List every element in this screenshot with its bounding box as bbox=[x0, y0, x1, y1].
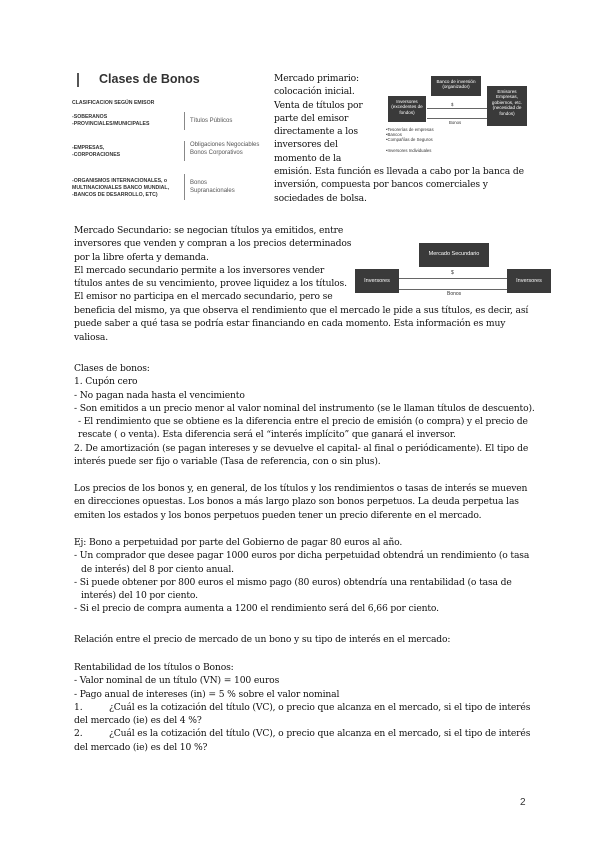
type-group-3 bbox=[190, 180, 235, 195]
investor-item: •Compañías de Seguros bbox=[386, 137, 433, 143]
title-accent-bar bbox=[77, 73, 79, 87]
item-number: 2. bbox=[74, 728, 83, 740]
clases-bonos-section bbox=[74, 362, 544, 468]
mercado-secundario-continuation bbox=[74, 304, 534, 344]
text-line: beneficia del mismo, ya que observa el rendimiento que el mercado le pide a sus títulos, es decir, así bbox=[74, 305, 529, 316]
investor-item: •Tesorerías de empresas bbox=[386, 127, 434, 132]
investor-item: •Bancos bbox=[386, 132, 402, 138]
rentabilidad-section bbox=[74, 661, 544, 754]
type-line: Bonos bbox=[190, 180, 208, 186]
text-line: El emisor no participa en el mercado secundario, pero se bbox=[74, 291, 333, 303]
divider bbox=[184, 174, 185, 200]
numbered-line bbox=[74, 727, 544, 740]
issuer-line: -BANCOS DE DESARROLLO, ETC) bbox=[72, 192, 158, 198]
divider bbox=[184, 141, 185, 161]
clases-de-bonos-image bbox=[66, 68, 266, 208]
text-line: en direcciones opuestas. Los bonos a más largo plazo son bonos perpetuos. La deuda perpetua las bbox=[74, 496, 519, 508]
investor-list bbox=[386, 127, 434, 153]
text-line: Mercado primario: bbox=[274, 73, 360, 84]
text-line: emiten los estados y los bonos perpetuos pueden tener un precio diferente en el mercado. bbox=[74, 509, 482, 521]
ejemplo-section bbox=[74, 536, 544, 616]
text-line: Los precios de los bonos y, en general, de los títulos y los rendimientos o tasas de interés se mueven bbox=[74, 483, 528, 494]
text-line: - Valor nominal de un título (VN) = 100 euros bbox=[74, 675, 280, 687]
mercado-primario-intro bbox=[274, 72, 379, 165]
issuer-line: MULTINACIONALES BANCO MUNDIAL, bbox=[72, 185, 170, 191]
left-investors-box bbox=[355, 269, 399, 293]
issuer-group-1 bbox=[72, 114, 149, 128]
text-line: El mercado secundario permite a los inversores vender bbox=[74, 264, 325, 276]
issuers-box bbox=[487, 86, 527, 126]
type-line: Títulos Públicos bbox=[190, 118, 233, 124]
issuer-line: -ORGANISMOS INTERNACIONALES, o bbox=[72, 178, 168, 184]
center-label: Mercado Secundario bbox=[428, 251, 480, 257]
image-title: Clases de Bonos bbox=[99, 72, 200, 86]
text-line: inversores del bbox=[274, 139, 338, 151]
text-line: Mercado Secundario: se negocian títulos ya emitidos, entre bbox=[74, 225, 344, 236]
bonds-label: Bonos bbox=[449, 120, 462, 125]
bank-box bbox=[431, 76, 481, 96]
right-label: Inversores bbox=[516, 278, 542, 284]
relacion-heading: Relación entre el precio de mercado de un bono y su tipo de interés en el mercado: bbox=[74, 634, 451, 645]
issuers-label: Emisores Empresas, gobiernos, etc. (necesidad de fondos) bbox=[491, 89, 523, 116]
left-label: Inversores bbox=[364, 278, 390, 284]
text-line: - Si el precio de compra aumenta a 1200 el rendimiento será del 6,66 por ciento. bbox=[74, 603, 439, 615]
text-line: 1. Cupón cero bbox=[74, 376, 138, 388]
text-line: Rentabilidad de los títulos o Bonos: bbox=[74, 662, 234, 673]
text-line: inversores que venden y compran a los precios determinados bbox=[74, 238, 352, 250]
text-line: interés) del 10 por ciento. bbox=[81, 590, 198, 602]
mercado-secundario-diagram bbox=[355, 239, 551, 303]
numbered-line bbox=[74, 701, 544, 714]
issuer-line: -PROVINCIALES/MUNICIPALES bbox=[72, 121, 150, 127]
bonds-label: Bonos bbox=[447, 291, 462, 297]
text-line: por la libre oferta y demanda. bbox=[74, 251, 209, 263]
text-line: del mercado (ie) es del 10 %? bbox=[74, 741, 208, 753]
text-line: sociedades de bolsa. bbox=[274, 192, 367, 204]
text-line: - Son emitidos a un precio menor al valor nominal del instrumento (se le llaman títulos de descuento). bbox=[74, 402, 535, 414]
type-line: Supranacionales bbox=[190, 187, 235, 194]
type-line: Obligaciones Negociables bbox=[190, 142, 260, 148]
text-line: - El rendimiento que se obtiene es la diferencia entre el precio de emisión (o compra) y el precio de bbox=[78, 416, 528, 428]
text-line: valiosa. bbox=[74, 331, 108, 343]
text-line: - Un comprador que desee pagar 1000 euros por dicha perpetuidad obtendrá un rendimiento (o tasa bbox=[74, 550, 530, 562]
money-arrow bbox=[399, 278, 507, 279]
money-symbol: $ bbox=[451, 270, 454, 276]
mercado-primario-continuation bbox=[274, 165, 534, 205]
text-line: interés puede ser fijo o variable (Tasa de referencia, con o sin plus). bbox=[74, 456, 381, 468]
issuer-line: -SOBERANOS bbox=[72, 114, 108, 120]
text-line: - Pago anual de intereses (in) = 5 % sobre el valor nominal bbox=[74, 688, 340, 700]
mercado-primario-diagram bbox=[383, 72, 533, 164]
bonds-arrow bbox=[399, 289, 507, 290]
text-line: 2. De amortización (se pagan intereses y se devuelve el capital- al final o periódicamente). El tipo de bbox=[74, 442, 529, 454]
precios-paragraph bbox=[74, 482, 544, 522]
investors-label: Inversores (excedentes de fondos) bbox=[391, 99, 423, 115]
investor-item: •Inversores Individuales bbox=[386, 147, 432, 153]
type-line: Bonos Corporativos bbox=[190, 149, 243, 156]
text-line: colocación inicial. bbox=[274, 86, 355, 98]
page-number: 2 bbox=[520, 797, 526, 808]
item-text: ¿Cuál es la cotización del título (VC), o precio que alcanza en el mercado, si el tipo de interés bbox=[109, 728, 531, 740]
issuer-group-3 bbox=[72, 178, 169, 199]
issuer-group-2 bbox=[72, 145, 120, 159]
text-line: directamente a los bbox=[274, 126, 358, 138]
text-line: Clases de bonos: bbox=[74, 363, 150, 374]
image-subtitle: CLASIFICACION SEGÚN EMISOR bbox=[72, 100, 155, 106]
text-line: Ej: Bono a perpetuidad por parte del Gobierno de pagar 80 euros al año. bbox=[74, 537, 403, 548]
right-investors-box bbox=[507, 269, 551, 293]
text-line: Venta de títulos por bbox=[274, 99, 363, 111]
issuer-line: -EMPRESAS, bbox=[72, 145, 105, 151]
text-line: parte del emisor bbox=[274, 112, 349, 124]
text-line: de interés) del 8 por ciento anual. bbox=[81, 563, 234, 575]
investors-box bbox=[388, 96, 426, 122]
text-line: - No pagan nada hasta el vencimiento bbox=[74, 389, 245, 401]
bank-label: Banco de inversión (organizador) bbox=[436, 79, 476, 90]
bonds-arrow bbox=[427, 118, 487, 119]
divider bbox=[184, 112, 185, 130]
type-group-1 bbox=[190, 118, 232, 126]
issuer-line: -CORPORACIONES bbox=[72, 152, 121, 158]
money-symbol: $ bbox=[451, 102, 454, 107]
text-line: momento de la bbox=[274, 152, 342, 164]
text-line: rescate ( o venta). Esta diferencia será el “interés implícito” que ganará el inversor. bbox=[78, 429, 456, 441]
type-group-2 bbox=[190, 142, 259, 157]
item-number: 1. bbox=[74, 701, 83, 713]
text-line: del mercado (ie) es del 4 %? bbox=[74, 715, 202, 727]
item-text: ¿Cuál es la cotización del título (VC), o precio que alcanza en el mercado, si el tipo de interés bbox=[109, 701, 531, 713]
mercado-secundario-intro bbox=[74, 224, 354, 304]
secondary-market-box bbox=[419, 243, 489, 267]
text-line: inversión, compuesta por bancos comerciales y bbox=[274, 179, 488, 191]
text-line: puede saber a qué tasa se podría estar financiando en cada momento. Esta información es muy bbox=[74, 318, 506, 330]
text-line: títulos antes de su vencimiento, provee liquidez a los títulos. bbox=[74, 278, 347, 290]
text-line: - Si puede obtener por 800 euros el mismo pago (80 euros) obtendría una rentabilidad (o tasa de bbox=[74, 576, 512, 588]
text-line: emisión. Esta función es llevada a cabo por la banca de bbox=[274, 166, 524, 177]
money-arrow bbox=[427, 108, 487, 109]
